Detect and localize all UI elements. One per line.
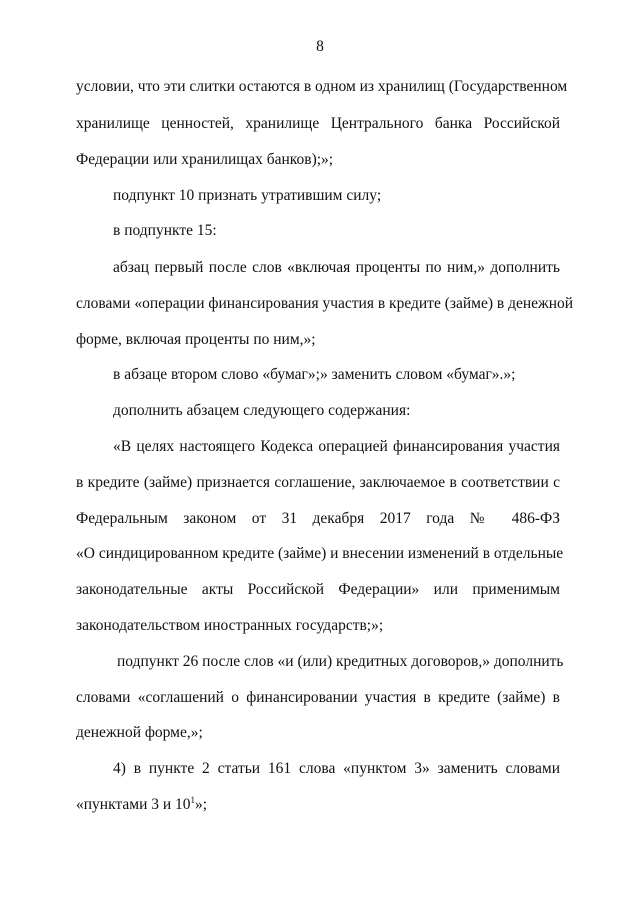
text-line: дополнить абзацем следующего содержания: [113,402,411,419]
text-line: Федеральным законом от 31 декабря 2017 года № 486-ФЗ [76,510,560,527]
text-line: 4) в пункте 2 статьи 161 слова «пунктом 3» заменить словами [113,760,560,777]
text-line: подпункт 26 после слов «и (или) кредитных договоров,» дополнить [117,653,564,670]
text-line: подпункт 10 признать утратившим силу; [113,187,382,204]
superscript: 1 [190,794,196,805]
text-line: законодательные акты Российской Федерации» или применимым [76,581,560,598]
text-line: абзац первый после слов «включая проценты по ним,» дополнить [113,259,560,276]
text-line: законодательством иностранных государств;»; [76,617,384,634]
text-line: «О синдицированном кредите (займе) и внесении изменений в отдельные [76,545,564,562]
last-line-text: «пунктами 3 и 10 [76,796,191,813]
text-line: форме, включая проценты по ним,»; [76,331,316,348]
text-line: условии, что эти слитки остаются в одном из хранилищ (Государственном [76,78,568,95]
last-line-tail: »; [195,796,208,813]
text-line: денежной форме,»; [76,724,203,741]
text-line: Федерации или хранилищах банков);»; [76,151,334,168]
text-line: словами «соглашений о финансировании участия в кредите (займе) в [76,689,560,706]
text-line: словами «операции финансирования участия в кредите (займе) в денежной [76,295,574,312]
text-line: «В целях настоящего Кодекса операцией финансирования участия [113,438,560,455]
text-line-last [76,795,560,815]
text-line: в абзаце втором слово «бумаг»;» заменить словом «бумаг».»; [113,366,516,383]
page-number: 8 [316,38,324,55]
text-line: хранилище ценностей, хранилище Центрального банка Российской [76,115,560,132]
text-line: в кредите (займе) признается соглашение, заключаемое в соответствии с [76,474,560,491]
text-line: в подпункте 15: [113,222,217,239]
